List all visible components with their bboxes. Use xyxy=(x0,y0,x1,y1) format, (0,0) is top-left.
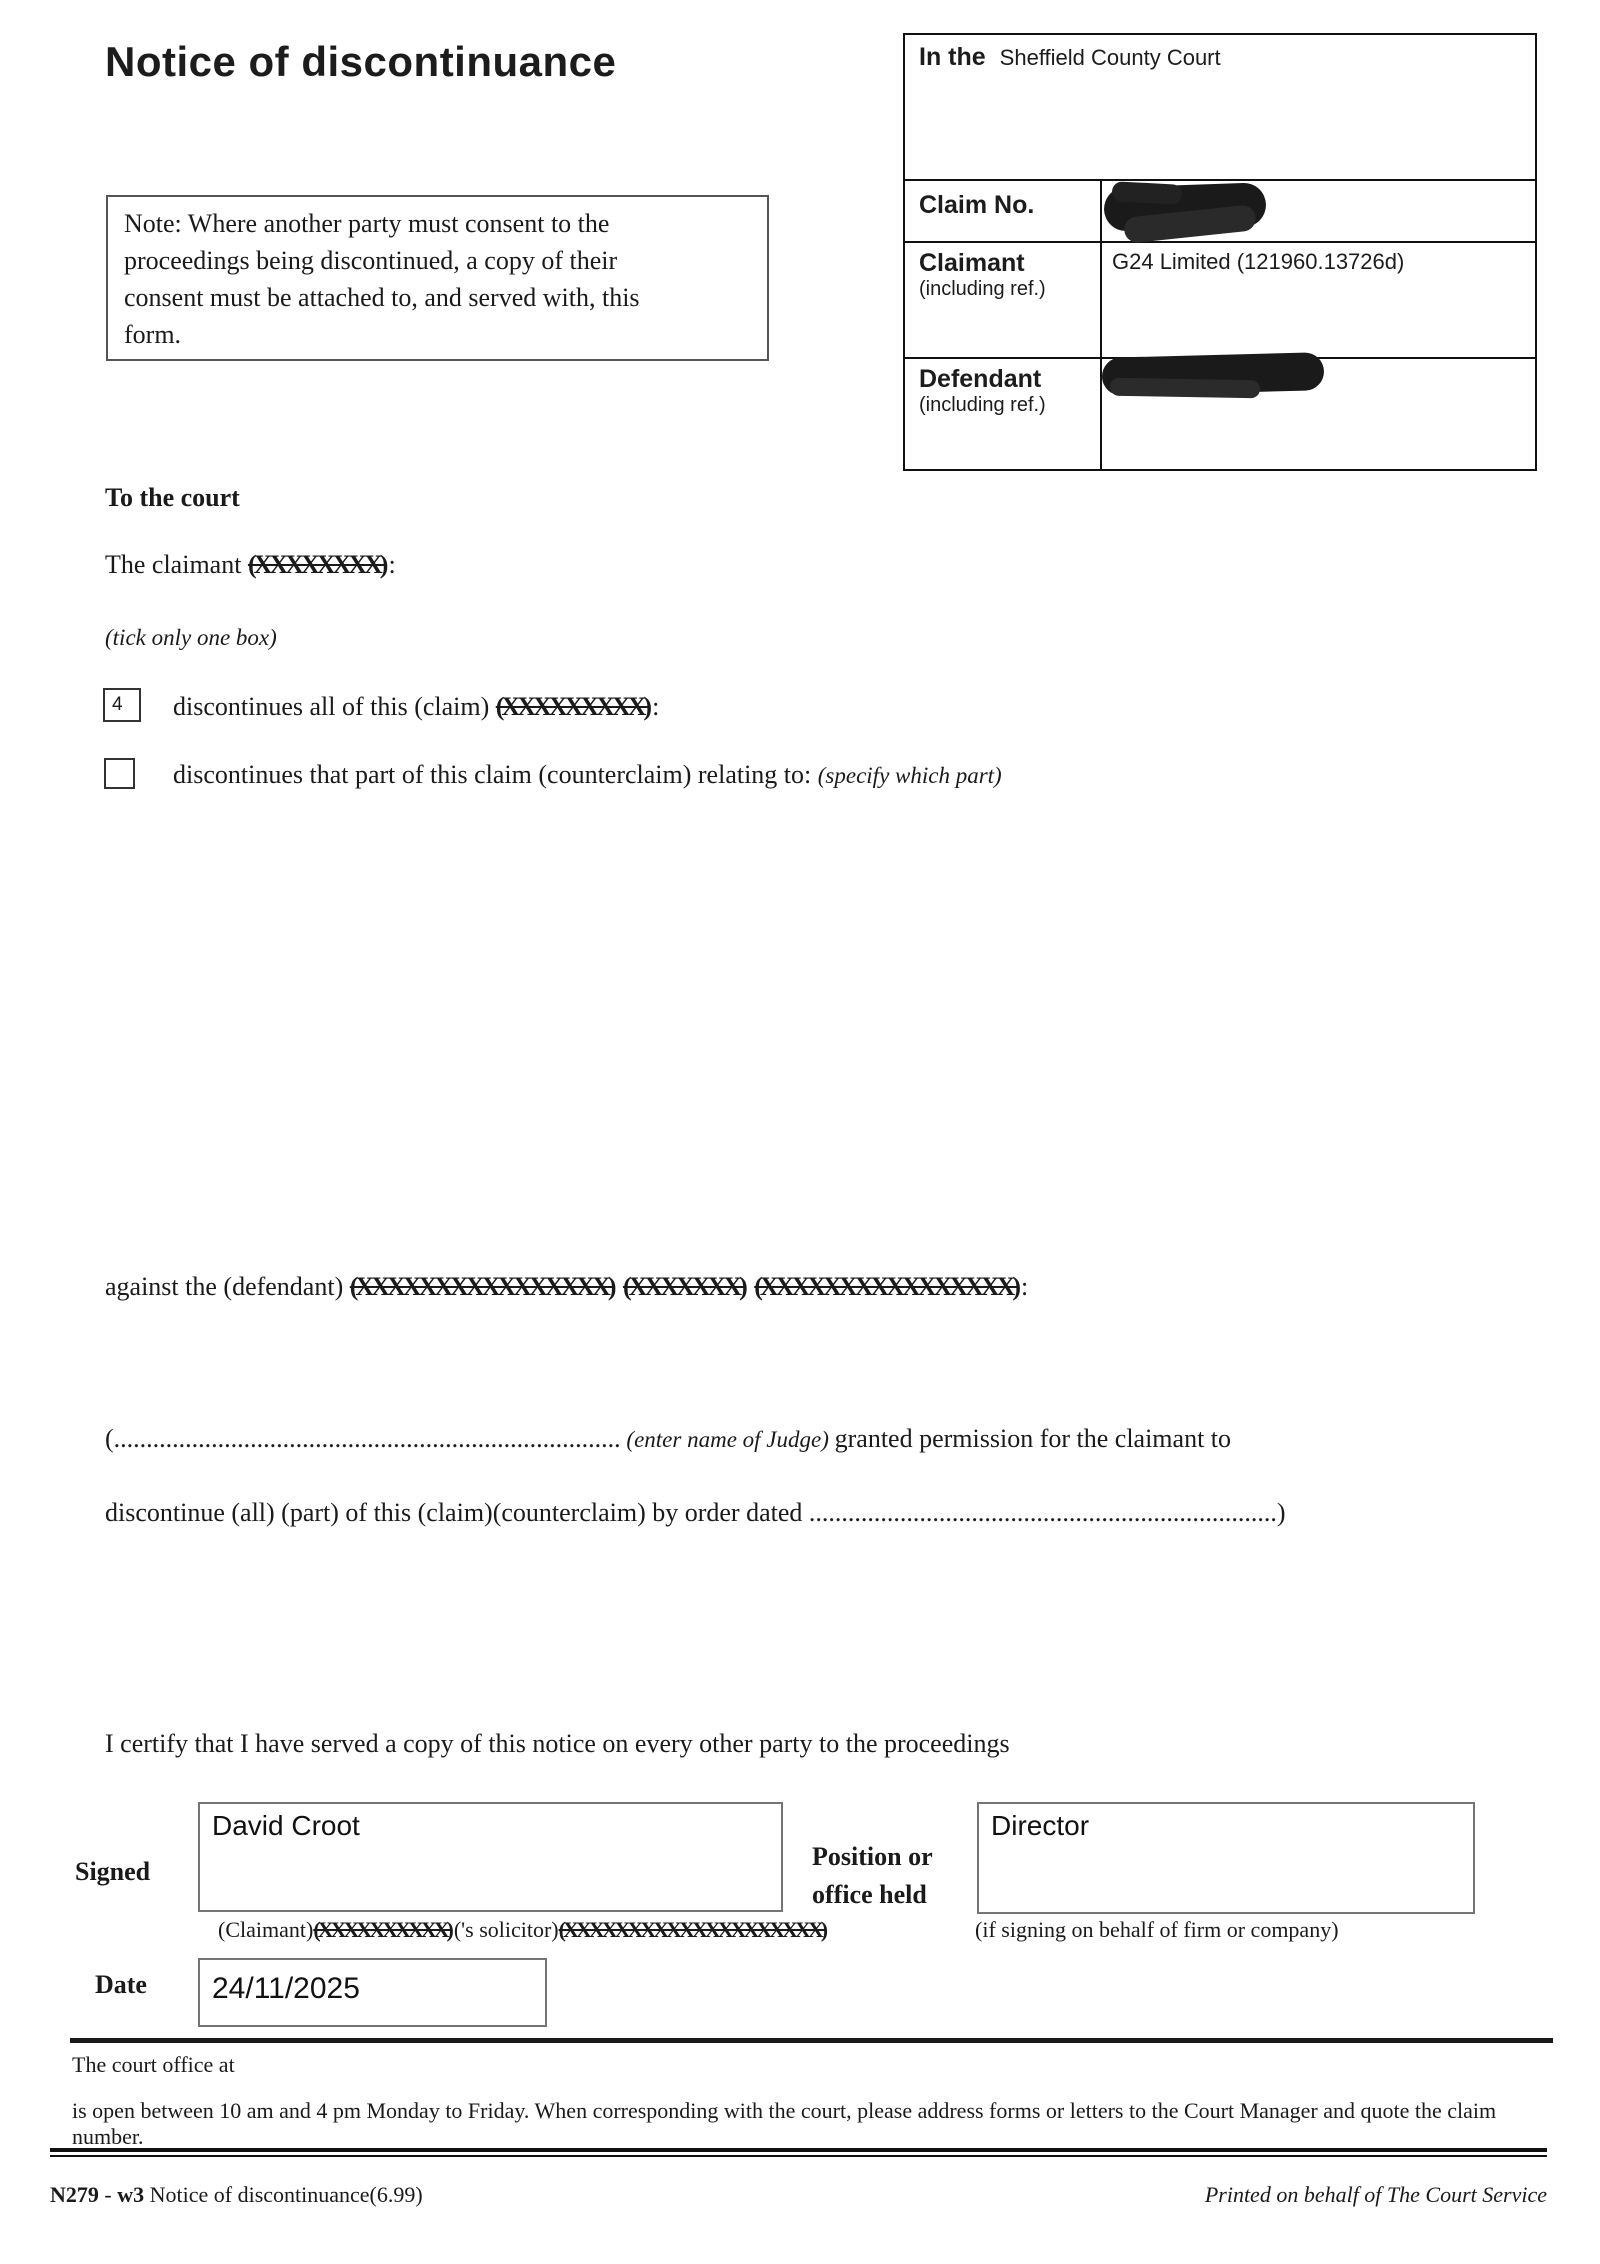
judge-name-hint: (enter name of Judge) xyxy=(620,1427,835,1452)
against-struck-3: (XXXXXXXXXXXXXXXX) xyxy=(754,1272,1018,1301)
form-description: Notice of discontinuance(6.99) xyxy=(144,2182,423,2207)
to-the-court-heading: To the court xyxy=(105,483,240,512)
defendant-redaction[interactable] xyxy=(1102,353,1362,405)
signed-caption-struck-1: (XXXXXXXXXX) xyxy=(313,1917,451,1942)
claim-no-label: Claim No. xyxy=(919,191,1035,219)
court-office-at-text: The court office at xyxy=(72,2052,235,2077)
option1-suffix: : xyxy=(652,692,660,721)
order-dated-text: discontinue (all) (part) of this (claim)(counterclaim) by order dated xyxy=(105,1498,809,1527)
order-date-dotted-line[interactable]: ........................................................................ xyxy=(808,1498,1277,1527)
option1-text: discontinues all of this (claim) xyxy=(173,692,496,721)
position-label-line2: office held xyxy=(812,1880,927,1909)
defendant-label: Defendant xyxy=(919,365,1042,393)
checkbox-tick-mark: 4 xyxy=(112,694,123,715)
option2-hint: (specify which part) xyxy=(817,763,1002,788)
judge-close-paren: ) xyxy=(1276,1498,1286,1527)
option1-struck-text: (XXXXXXXXX) xyxy=(495,692,650,721)
certify-statement: I certify that I have served a copy of this notice on every other party to the proceedings xyxy=(105,1729,1010,1758)
signed-field[interactable] xyxy=(198,1802,783,1912)
form-revision: w3 xyxy=(117,2182,145,2207)
signed-caption-solicitor: ('s solicitor) xyxy=(453,1917,559,1942)
printed-on-behalf-text: Printed on behalf of The Court Service xyxy=(1204,2182,1547,2207)
signed-caption-struck-2: (XXXXXXXXXXXXXXXXXXXX) xyxy=(558,1917,826,1942)
form-number: N279 xyxy=(50,2182,99,2207)
date-label: Date xyxy=(95,1970,147,1999)
consent-note-text: Note: Where another party must consent to the proceedings being discontinued, a copy of their consent must be attached to, and served with, this form. xyxy=(124,209,640,349)
court-name-value[interactable]: Sheffield County Court xyxy=(999,45,1221,70)
against-struck-1: (XXXXXXXXXXXXXXXX) xyxy=(349,1272,614,1301)
page-title: Notice of discontinuance xyxy=(105,38,617,85)
claimant-ref-note: (including ref.) xyxy=(919,278,1046,300)
claimant-label: Claimant xyxy=(919,249,1025,277)
position-value: Director xyxy=(991,1810,1090,1841)
against-struck-2: (XXXXXXX) xyxy=(622,1272,745,1301)
signed-label: Signed xyxy=(75,1857,151,1886)
judge-open-paren: ( xyxy=(105,1424,114,1453)
claimant-line xyxy=(105,550,396,580)
judge-permission-line-2 xyxy=(105,1498,1286,1528)
footer-double-rule xyxy=(50,2148,1547,2157)
against-defendant-line xyxy=(105,1272,1028,1302)
redaction-blob xyxy=(1112,181,1183,205)
option-discontinue-part xyxy=(173,760,1002,790)
signed-caption xyxy=(218,1917,828,1943)
form-number-sep: - xyxy=(98,2182,118,2207)
consent-note-box xyxy=(106,195,769,361)
court-office-hours-text: is open between 10 am and 4 pm Monday to Friday. When corresponding with the court, please address forms or letters to the Court Manager and quote the claim number. xyxy=(72,2098,1497,2149)
claimant-value[interactable]: G24 Limited (121960.13726d) xyxy=(1112,249,1405,274)
discontinue-part-checkbox[interactable] xyxy=(104,758,135,789)
judge-granted-text: granted permission for the claimant to xyxy=(834,1424,1232,1453)
claim-no-redaction[interactable] xyxy=(1102,183,1342,247)
position-caption: (if signing on behalf of firm or company) xyxy=(975,1917,1339,1942)
option2-text: discontinues that part of this claim (counterclaim) relating to: xyxy=(173,760,818,789)
footer-rule xyxy=(70,2038,1553,2043)
defendant-ref-note: (including ref.) xyxy=(919,394,1046,416)
form-id-line xyxy=(50,2182,423,2208)
signed-caption-claimant: (Claimant) xyxy=(218,1917,314,1942)
date-field[interactable] xyxy=(198,1958,547,2027)
option-discontinue-all xyxy=(173,692,659,722)
discontinue-all-checkbox[interactable] xyxy=(103,688,141,722)
claimant-line-struck-text: (XXXXXXXX) xyxy=(247,550,386,579)
redaction-blob xyxy=(1110,378,1260,399)
in-the-label: In the xyxy=(919,43,986,71)
judge-permission-line-1 xyxy=(105,1424,1231,1454)
judge-name-dotted-line[interactable]: .............................................................................. xyxy=(113,1424,621,1453)
claimant-line-prefix: The claimant xyxy=(105,550,248,579)
date-value: 24/11/2025 xyxy=(212,1972,360,2005)
court-details-table xyxy=(903,33,1537,471)
position-label-line1: Position or xyxy=(812,1842,933,1871)
against-prefix: against the (defendant) xyxy=(105,1272,350,1301)
tick-hint: (tick only one box) xyxy=(105,625,277,650)
table-divider xyxy=(905,179,1535,181)
against-suffix: : xyxy=(1021,1272,1029,1301)
signed-value: David Croot xyxy=(212,1810,360,1841)
claimant-line-suffix: : xyxy=(388,550,396,579)
position-field[interactable] xyxy=(977,1802,1475,1914)
